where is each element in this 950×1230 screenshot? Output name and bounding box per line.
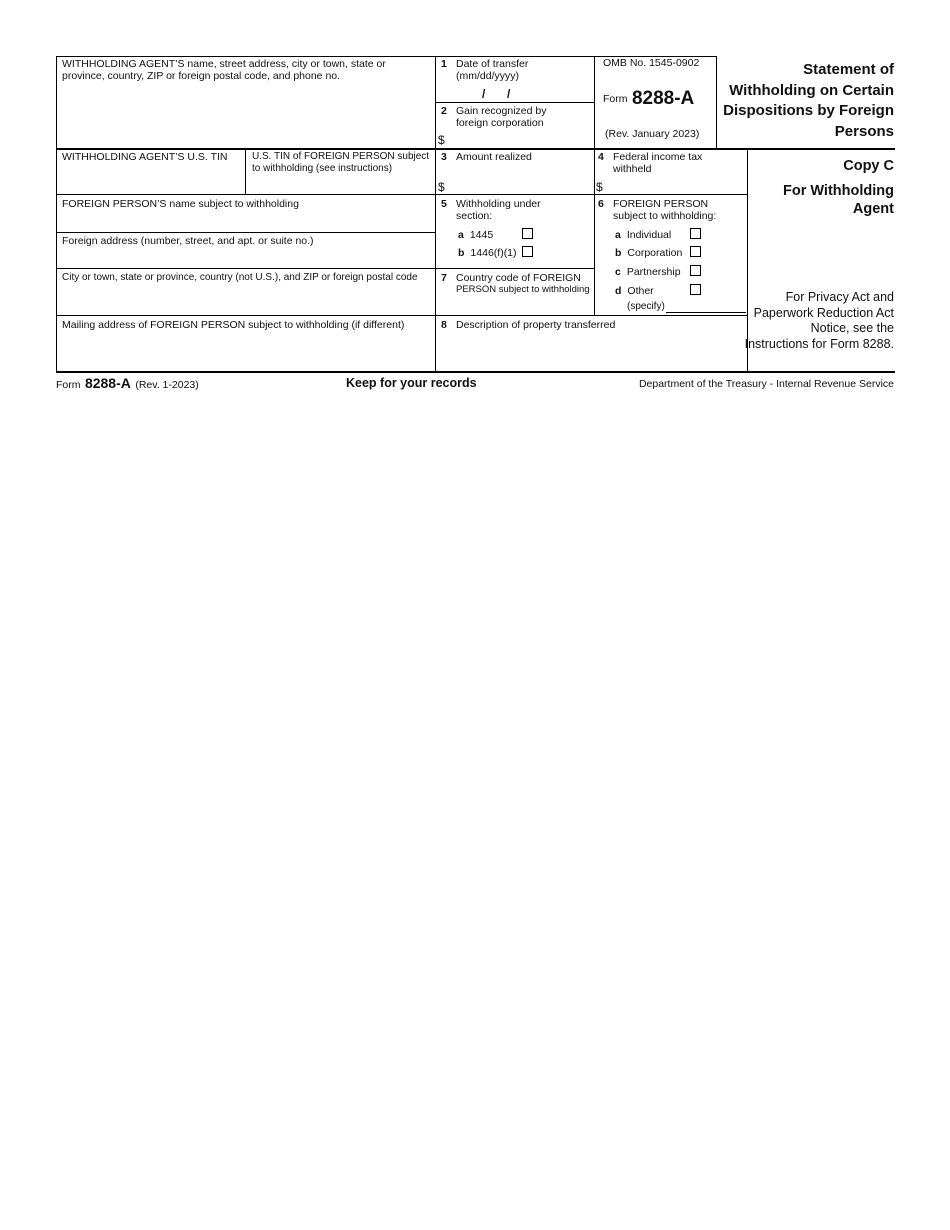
box3-number: 3: [441, 151, 447, 163]
footer-form-word: Form: [56, 379, 81, 391]
copy-recipient: For Withholding Agent: [782, 183, 894, 217]
box4-label: Federal income tax withheld: [613, 151, 703, 175]
divider-city-row: [56, 315, 748, 316]
country-code-field[interactable]: [440, 297, 590, 313]
box4-dollar: $: [596, 180, 603, 194]
box7-label-line1: Country code of FOREIGN: [456, 272, 581, 284]
checkbox-partnership[interactable]: [690, 265, 701, 276]
box7-label-line2: PERSON subject to withholding: [456, 284, 590, 295]
checkbox-1445[interactable]: [522, 228, 533, 239]
other-specify-field[interactable]: [666, 298, 746, 312]
mailing-label: Mailing address of FOREIGN PERSON subject to withholding (if different): [62, 319, 405, 331]
box2-number: 2: [441, 105, 447, 117]
footer-form-number: 8288-A: [84, 375, 131, 391]
box5-option-b: b 1446(f)(1): [458, 247, 517, 259]
footer-form-id: [56, 375, 199, 393]
box6-option-d: d Other: [615, 285, 654, 297]
mailing-address-field[interactable]: [62, 334, 430, 369]
foreign-name-label: FOREIGN PERSON’S name subject to withholding: [62, 198, 299, 210]
border-bottom: [56, 371, 895, 373]
footer-department: Department of the Treasury - Internal Revenue Service: [638, 378, 894, 390]
divider-foreign-name: [56, 232, 435, 233]
form-number: 8288-A: [631, 88, 695, 109]
amount-realized-field[interactable]: [450, 178, 590, 193]
form-revision: (Rev. January 2023): [605, 128, 700, 140]
specify-line: [666, 312, 746, 313]
divider-omb-left: [594, 56, 595, 149]
date-of-transfer-field[interactable]: [440, 86, 590, 101]
box3-label: Amount realized: [456, 151, 532, 163]
divider-foreign-address: [56, 268, 435, 269]
divider-box1-box2: [435, 102, 594, 103]
date-slash-1: /: [482, 87, 486, 101]
box5-label: Withholding under section:: [456, 198, 541, 222]
tax-withheld-field[interactable]: [608, 178, 744, 193]
border-left: [56, 56, 57, 372]
box1-label: Date of transfer (mm/dd/yyyy): [456, 58, 529, 82]
city-field[interactable]: [62, 288, 430, 313]
gain-recognized-field[interactable]: [450, 131, 590, 147]
agent-address-label: WITHHOLDING AGENT’S name, street address, city or town, state or province, country, ZIP or foreign postal code, and phone no.: [62, 58, 386, 82]
foreign-tin-field[interactable]: [252, 176, 430, 192]
box7-number: 7: [441, 272, 447, 284]
form-number-block: [603, 88, 694, 110]
omb-number: OMB No. 1545-0902: [603, 57, 700, 69]
footer-keep: Keep for your records: [346, 376, 477, 390]
box8-label: Description of property transferred: [456, 319, 616, 331]
foreign-name-field[interactable]: [62, 212, 430, 230]
box6-label: FOREIGN PERSON subject to withholding:: [613, 198, 717, 222]
foreign-tin-label: U.S. TIN of FOREIGN PERSON subject to withholding (see instructions): [252, 151, 430, 174]
foreign-address-label: Foreign address (number, street, and apt. or suite no.): [62, 235, 314, 247]
box5-option-a: a 1445: [458, 229, 494, 241]
box2-dollar: $: [438, 133, 445, 147]
foreign-address-field[interactable]: [62, 249, 430, 266]
box6-option-a: a Individual: [615, 229, 672, 241]
date-slash-2: /: [507, 87, 511, 101]
checkbox-1446f1[interactable]: [522, 246, 533, 257]
box1-number: 1: [441, 58, 447, 70]
checkbox-corporation[interactable]: [690, 246, 701, 257]
divider-header: [56, 148, 895, 150]
form-word: Form: [603, 93, 628, 105]
box3-dollar: $: [438, 180, 445, 194]
box5-number: 5: [441, 198, 447, 210]
box8-number: 8: [441, 319, 447, 331]
divider-tin-row: [56, 194, 748, 195]
divider-mid-right: [594, 148, 595, 316]
box6-number: 6: [598, 198, 604, 210]
form-title: Statement of Withholding on Certain Dispositions by Foreign Persons: [723, 61, 894, 140]
copy-label: Copy C: [843, 158, 894, 174]
agent-tin-label: WITHHOLDING AGENT’S U.S. TIN: [62, 151, 228, 163]
box4-number: 4: [598, 151, 604, 163]
agent-tin-field[interactable]: [62, 168, 240, 192]
property-description-field[interactable]: [440, 334, 742, 369]
box6-option-c: c Partnership: [615, 266, 681, 278]
box2-label: Gain recognized by foreign corporation: [456, 105, 547, 129]
city-label: City or town, state or province, country (not U.S.), and ZIP or foreign postal code: [62, 272, 418, 283]
divider-tin: [245, 148, 246, 195]
footer-revision: (Rev. 1-2023): [135, 379, 199, 391]
checkbox-individual[interactable]: [690, 228, 701, 239]
divider-box5-box7: [435, 268, 594, 269]
checkbox-other[interactable]: [690, 284, 701, 295]
specify-label: (specify): [627, 301, 665, 312]
agent-address-field[interactable]: [62, 84, 430, 144]
privacy-notice: For Privacy Act and Paperwork Reduction Act Notice, see the Instructions for Form 8288.: [744, 290, 894, 351]
box6-option-b: b Corporation: [615, 247, 683, 259]
divider-left-mid: [435, 56, 436, 372]
